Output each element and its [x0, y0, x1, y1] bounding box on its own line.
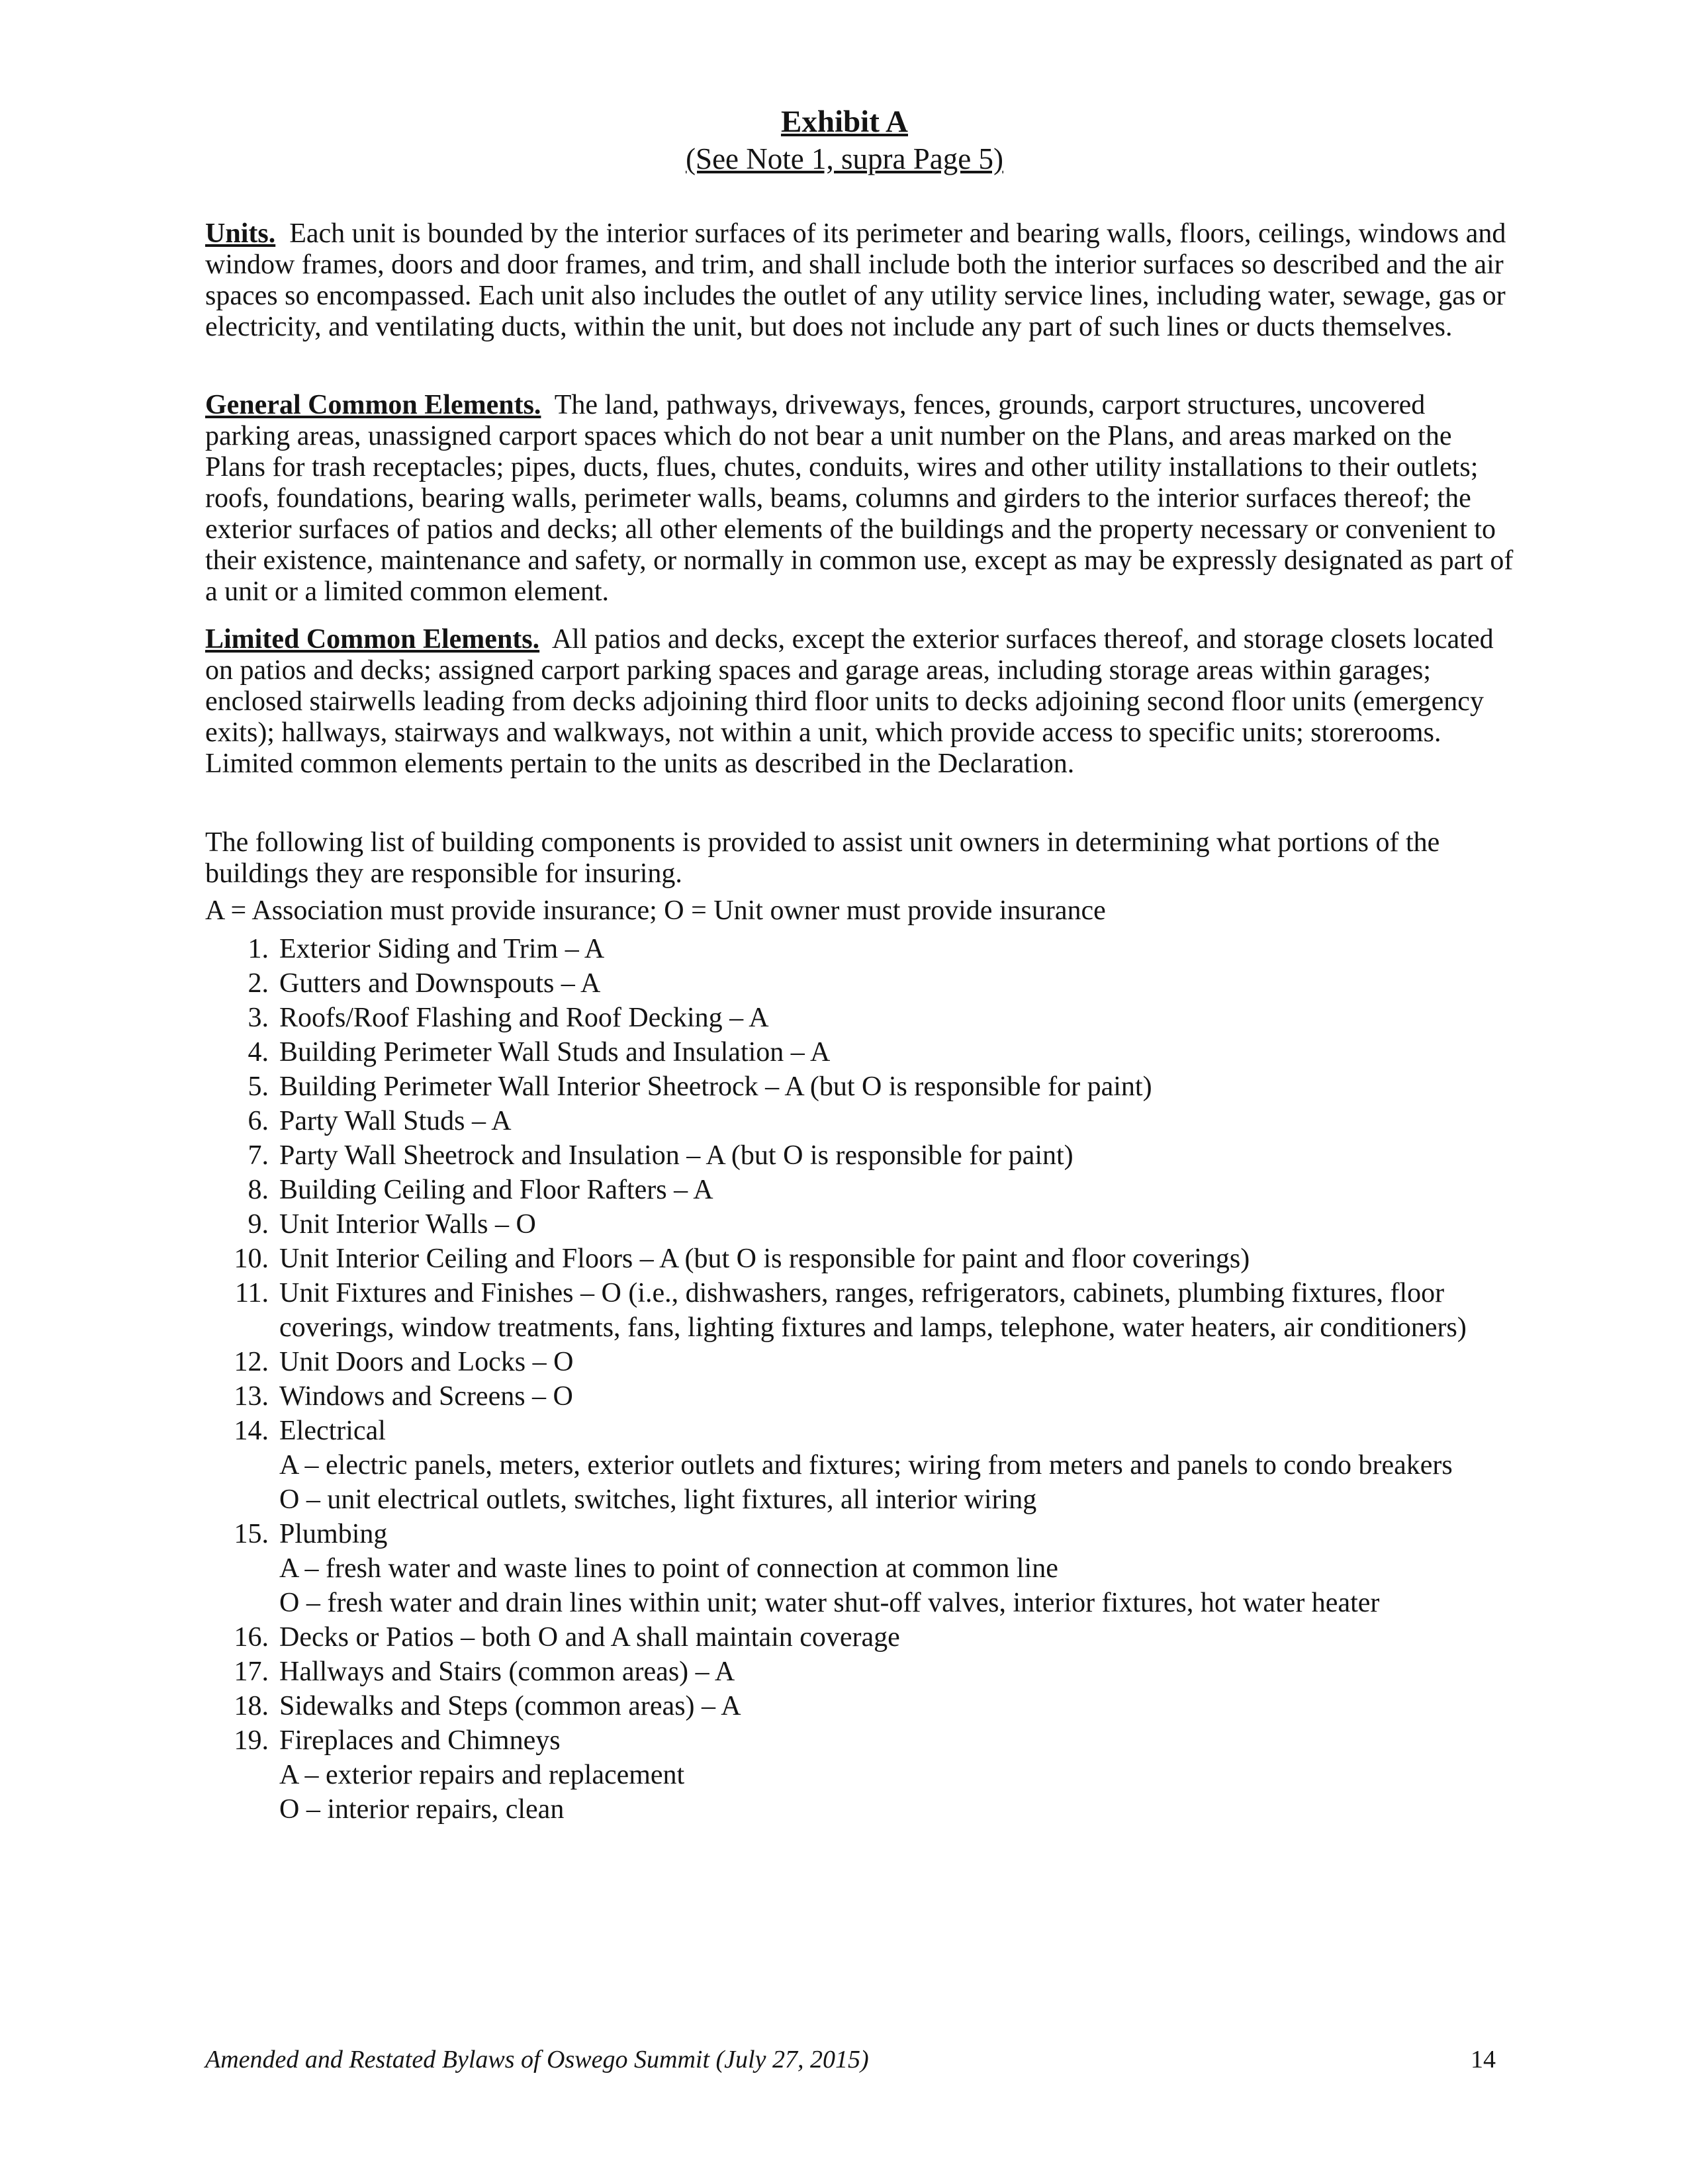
list-item-text: Unit Interior Walls – O: [279, 1209, 536, 1240]
list-item-text: Fireplaces and Chimneys: [279, 1725, 561, 1756]
list-item-content: [279, 1379, 1516, 1414]
list-item-text: Roofs/Roof Flashing and Roof Decking – A: [279, 1003, 769, 1033]
list-item: [205, 1173, 1516, 1207]
association-responsibility: A – fresh water and waste lines to point of connection at common line: [279, 1553, 1058, 1584]
list-item-number: 8.: [248, 1175, 269, 1205]
list-item: [205, 1723, 1516, 1827]
list-item-text: Unit Fixtures and Finishes – O (i.e., dishwashers, ranges, refrigerators, cabinets, plumbing fixtures, floor coverings, window treatments, fans, lighting fixtures and lamps, telephone, water heaters, air conditioners): [279, 1278, 1467, 1343]
list-item-content: [279, 1069, 1516, 1104]
list-item-content: [279, 1104, 1516, 1138]
list-item-number: 13.: [234, 1381, 269, 1412]
list-item-number: 5.: [248, 1071, 269, 1102]
list-item: [205, 1138, 1516, 1173]
list-item-content: [279, 1207, 1516, 1242]
list-item-text: Building Perimeter Wall Interior Sheetrock – A (but O is responsible for paint): [279, 1071, 1152, 1102]
limited-common-elements-heading: Limited Common Elements.: [205, 624, 540, 655]
list-item-content: [279, 1001, 1516, 1035]
list-item-content: [279, 1655, 1516, 1689]
list-item: [205, 1276, 1516, 1345]
list-item: [205, 932, 1516, 966]
list-item: [205, 1620, 1516, 1655]
general-common-elements-heading: General Common Elements.: [205, 390, 541, 420]
footer: [205, 2045, 1496, 2074]
building-components-list: [205, 932, 1516, 1827]
list-item: [205, 1517, 1516, 1620]
list-item-text: Gutters and Downspouts – A: [279, 968, 601, 999]
list-item-content: [279, 966, 1516, 1001]
list-item-content: [279, 1620, 1516, 1655]
exhibit-title: Exhibit A: [781, 105, 908, 139]
list-item: [205, 1414, 1516, 1517]
list-item-number: 14.: [234, 1416, 269, 1446]
units-heading: Units.: [205, 218, 276, 249]
list-item-content: [279, 1723, 1516, 1827]
list-item-text: Plumbing: [279, 1519, 388, 1549]
list-item: [205, 1345, 1516, 1379]
list-item-number: 16.: [234, 1622, 269, 1653]
list-item-number: 12.: [234, 1347, 269, 1377]
list-item: [205, 1689, 1516, 1723]
owner-responsibility: O – fresh water and drain lines within unit; water shut-off valves, interior fixtures, hot water heater: [279, 1588, 1380, 1618]
association-responsibility: A – exterior repairs and replacement: [279, 1760, 685, 1790]
limited-common-elements-paragraph: [205, 624, 1516, 780]
list-item-content: [279, 1517, 1516, 1620]
list-item-number: 18.: [234, 1691, 269, 1721]
list-item: [205, 1035, 1516, 1069]
list-item-number: 1.: [248, 934, 269, 964]
list-item: [205, 1104, 1516, 1138]
general-common-elements-text: The land, pathways, driveways, fences, grounds, carport structures, uncovered parking areas, unassigned carport spaces which do not bear a unit number on the Plans, and areas marked on the Plans for trash receptacles; pipes, ducts, flues, chutes, conduits, wires and other utility installations to their outlets; roofs, foundations, bearing walls, perimeter walls, beams, columns and girders to the interior surfaces thereof; the exterior surfaces of patios and decks; all other elements of the buildings and the property necessary or convenient to their existence, maintenance and safety, or normally in common use, except as may be expressly designated as part of a unit or a limited common element.: [205, 390, 1514, 607]
list-item-content: [279, 1276, 1516, 1345]
owner-responsibility: O – interior repairs, clean: [279, 1794, 565, 1825]
list-item: [205, 1655, 1516, 1689]
list-item-text: Decks or Patios – both O and A shall maintain coverage: [279, 1622, 900, 1653]
list-item-text: Party Wall Studs – A: [279, 1106, 512, 1136]
list-item-content: [279, 1138, 1516, 1173]
components-intro: The following list of building components is provided to assist unit owners in determining what portions of the buildings they are responsible for insuring.: [205, 827, 1440, 889]
list-item-content: [279, 1345, 1516, 1379]
list-item-content: [279, 1414, 1516, 1517]
insurance-key: A = Association must provide insurance; O = Unit owner must provide insurance: [205, 895, 1106, 926]
list-item: [205, 1242, 1516, 1276]
list-item-number: 2.: [248, 968, 269, 999]
list-item-content: [279, 932, 1516, 966]
list-item-text: Windows and Screens – O: [279, 1381, 573, 1412]
list-item-text: Exterior Siding and Trim – A: [279, 934, 605, 964]
list-item-text: Building Perimeter Wall Studs and Insulation – A: [279, 1037, 831, 1068]
list-item-text: Sidewalks and Steps (common areas) – A: [279, 1691, 741, 1721]
list-item-content: [279, 1689, 1516, 1723]
list-item-content: [279, 1242, 1516, 1276]
list-item-number: 15.: [234, 1519, 269, 1549]
list-item-number: 10.: [234, 1244, 269, 1274]
units-paragraph: [205, 218, 1516, 343]
exhibit-note: (See Note 1, supra Page 5): [686, 142, 1003, 175]
list-item: [205, 1379, 1516, 1414]
list-item-number: 19.: [234, 1725, 269, 1756]
list-item-text: Unit Interior Ceiling and Floors – A (but O is responsible for paint and floor coverings): [279, 1244, 1250, 1274]
list-item-number: 17.: [234, 1657, 269, 1687]
page-number: 14: [1471, 2046, 1496, 2073]
list-item-number: 4.: [248, 1037, 269, 1068]
list-item: [205, 1001, 1516, 1035]
footer-text: Amended and Restated Bylaws of Oswego Summit (July 27, 2015): [205, 2046, 869, 2073]
list-item-text: Party Wall Sheetrock and Insulation – A (but O is responsible for paint): [279, 1140, 1073, 1171]
list-item: [205, 966, 1516, 1001]
list-item-text: Hallways and Stairs (common areas) – A: [279, 1657, 735, 1687]
limited-common-elements-text: All patios and decks, except the exterior surfaces thereof, and storage closets located on patios and decks; assigned carport parking spaces and garage areas, including storage areas within garages; enclosed stairwells leading from decks adjoining third floor units to decks adjoining second floor units (emergency exits); hallways, stairways and walkways, not within a unit, which provide access to specific units; storerooms. Limited common elements pertain to the units as described in the Declaration.: [205, 624, 1494, 779]
list-item-number: 9.: [248, 1209, 269, 1240]
list-item: [205, 1207, 1516, 1242]
general-common-elements-paragraph: [205, 390, 1516, 608]
list-item: [205, 1069, 1516, 1104]
list-item-text: Unit Doors and Locks – O: [279, 1347, 574, 1377]
list-item-text: Building Ceiling and Floor Rafters – A: [279, 1175, 713, 1205]
list-item-number: 3.: [248, 1003, 269, 1033]
association-responsibility: A – electric panels, meters, exterior outlets and fixtures; wiring from meters and panels to condo breakers: [279, 1450, 1453, 1480]
owner-responsibility: O – unit electrical outlets, switches, light fixtures, all interior wiring: [279, 1484, 1037, 1515]
units-text: Each unit is bounded by the interior surfaces of its perimeter and bearing walls, floors, ceilings, windows and window frames, doors and door frames, and trim, and shall include both the interior surfaces so described and the air spaces so encompassed. Each unit also includes the outlet of any utility service lines, including water, sewage, gas or electricity, and ventilating ducts, within the unit, but does not include any part of such lines or ducts themselves.: [205, 218, 1506, 342]
list-item-content: [279, 1173, 1516, 1207]
list-item-number: 11.: [235, 1278, 269, 1308]
list-item-content: [279, 1035, 1516, 1069]
list-item-number: 6.: [248, 1106, 269, 1136]
list-item-number: 7.: [248, 1140, 269, 1171]
list-item-text: Electrical: [279, 1416, 386, 1446]
